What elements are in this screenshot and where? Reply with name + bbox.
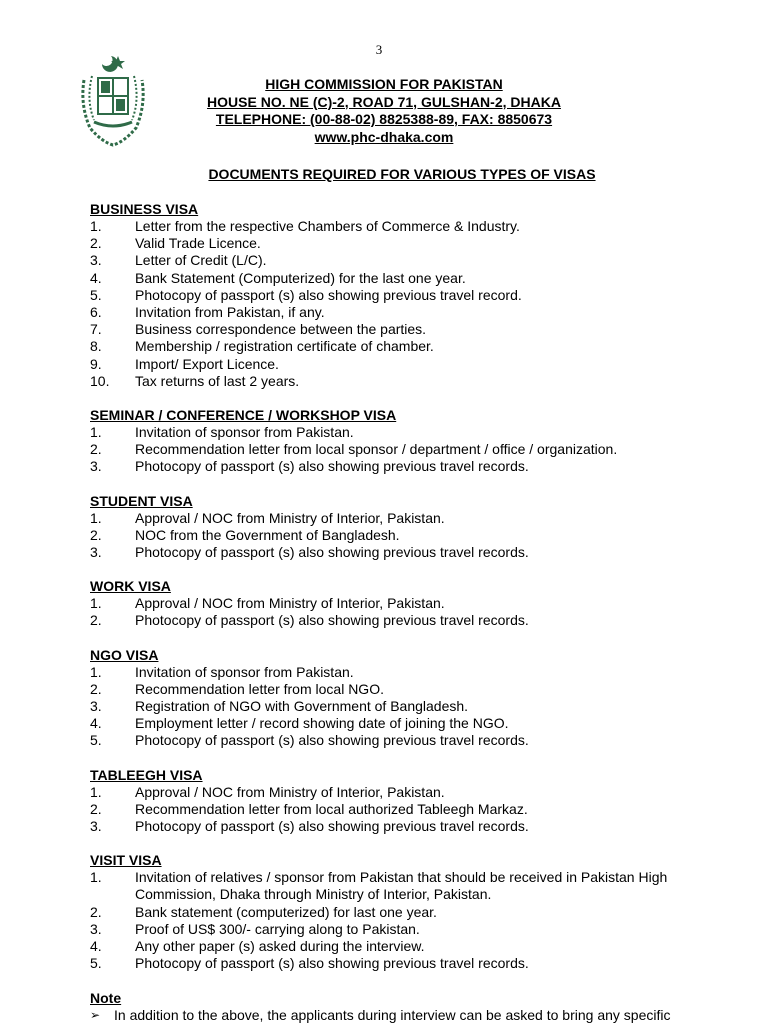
- list-item-text: Letter of Credit (L/C).: [135, 252, 267, 269]
- list-item-text: Photocopy of passport (s) also showing previous travel records.: [135, 732, 529, 749]
- list-item-text: Invitation of relatives / sponsor from Pakistan that should be received in Pakistan High Commission, Dhaka through Ministry of Interior, Pakistan.: [135, 869, 668, 903]
- visa-section: [90, 852, 740, 972]
- list-item: [90, 373, 740, 390]
- list-item: [90, 681, 740, 698]
- list-item-number: 4.: [90, 715, 102, 732]
- page-number: 3: [375, 42, 383, 57]
- section-title: SEMINAR / CONFERENCE / WORKSHOP VISA: [90, 407, 397, 424]
- section-title: TABLEEGH VISA: [90, 766, 203, 783]
- list-item-number: 9.: [90, 355, 102, 372]
- list-item-text: Any other paper (s) asked during the interview.: [135, 938, 425, 955]
- list-item-text: Photocopy of passport (s) also showing previous travel records.: [135, 458, 529, 475]
- list-item: [90, 715, 740, 732]
- list-item-number: 5.: [90, 732, 102, 749]
- list-item-number: 4.: [90, 938, 102, 955]
- list-item-text: Invitation of sponsor from Pakistan.: [135, 663, 354, 680]
- note-title: Note: [90, 989, 122, 1006]
- list-item-number: 3.: [90, 252, 102, 269]
- list-item-number: 1.: [90, 783, 102, 800]
- list-item-number: 8.: [90, 338, 102, 355]
- visa-section: [90, 578, 740, 629]
- list-item: [90, 818, 740, 835]
- list-item: [90, 869, 740, 903]
- list-item-number: 1.: [90, 869, 102, 886]
- note-section: [90, 990, 740, 1024]
- list-item-text: Valid Trade Licence.: [135, 235, 261, 252]
- letterhead-website-link[interactable]: www.phc-dhaka.com: [314, 128, 454, 145]
- list-item-text: Proof of US$ 300/- carrying along to Pakistan.: [135, 920, 420, 937]
- list-item-number: 2.: [90, 680, 102, 697]
- list-item-text: Photocopy of passport (s) also showing previous travel record.: [135, 286, 522, 303]
- note-item: [90, 1007, 740, 1024]
- section-title: NGO VISA: [90, 646, 159, 663]
- list-item-text: Photocopy of passport (s) also showing previous travel records.: [135, 612, 529, 629]
- list-item: [90, 356, 740, 373]
- list-item-number: 2.: [90, 526, 102, 543]
- list-item-text: Approval / NOC from Ministry of Interior, Pakistan.: [135, 783, 445, 800]
- list-item-text: Recommendation letter from local sponsor / department / office / organization.: [135, 441, 618, 458]
- list-item-number: 3.: [90, 458, 102, 475]
- visa-section: [90, 767, 740, 836]
- list-item-number: 1.: [90, 595, 102, 612]
- list-item-text: Tax returns of last 2 years.: [135, 372, 300, 389]
- list-item-text: Bank statement (computerized) for last one year.: [135, 903, 437, 920]
- list-item: [90, 544, 740, 561]
- list-item: [90, 235, 740, 252]
- list-item-number: 2.: [90, 800, 102, 817]
- list-item: [90, 698, 740, 715]
- arrow-bullet-icon: ➢: [90, 1007, 101, 1022]
- section-title: VISIT VISA: [90, 852, 162, 869]
- list-item-number: 5.: [90, 955, 102, 972]
- list-item-text: Photocopy of passport (s) also showing previous travel records.: [135, 955, 529, 972]
- list-item: [90, 595, 740, 612]
- list-item-number: 3.: [90, 544, 102, 561]
- list-item-text: Registration of NGO with Government of Bangladesh.: [135, 698, 469, 715]
- list-item-number: 1.: [90, 424, 102, 441]
- list-item: [90, 304, 740, 321]
- list-item-text: NOC from the Government of Bangladesh.: [135, 526, 400, 543]
- visa-section: [90, 407, 740, 476]
- list-item-number: 3.: [90, 818, 102, 835]
- list-item-text: Photocopy of passport (s) also showing previous travel records.: [135, 544, 529, 561]
- list-item: [90, 664, 740, 681]
- list-item-text: Membership / registration certificate of chamber.: [135, 338, 434, 355]
- list-item-number: 7.: [90, 321, 102, 338]
- list-item: [90, 338, 740, 355]
- list-item-text: Invitation from Pakistan, if any.: [135, 304, 325, 321]
- visa-section: [90, 647, 740, 750]
- visa-section: [90, 493, 740, 562]
- list-item-text: Approval / NOC from Ministry of Interior, Pakistan.: [135, 509, 445, 526]
- list-item: [90, 424, 740, 441]
- list-item-number: 10.: [90, 372, 110, 389]
- list-item: [90, 287, 740, 304]
- list-item-number: 1.: [90, 509, 102, 526]
- list-item: [90, 527, 740, 544]
- list-item-text: Invitation of sponsor from Pakistan.: [135, 424, 354, 441]
- list-item-text: Letter from the respective Chambers of Commerce & Industry.: [135, 218, 520, 234]
- list-item-text: Approval / NOC from Ministry of Interior, Pakistan.: [135, 595, 445, 612]
- list-item-text: Employment letter / record showing date of joining the NGO.: [135, 715, 509, 732]
- list-item-text: Import/ Export Licence.: [135, 355, 279, 372]
- list-item-number: 2.: [90, 612, 102, 629]
- section-title: STUDENT VISA: [90, 492, 193, 509]
- document-title: DOCUMENTS REQUIRED FOR VARIOUS TYPES OF VISAS: [208, 166, 596, 182]
- list-item: [90, 938, 740, 955]
- list-item-number: 2.: [90, 235, 102, 252]
- list-item: [90, 321, 740, 338]
- section-title: BUSINESS VISA: [90, 201, 199, 217]
- list-item: [90, 955, 740, 972]
- list-item: [90, 801, 740, 818]
- list-item-text: Bank Statement (Computerized) for the last one year.: [135, 269, 466, 286]
- list-item: [90, 904, 740, 921]
- letterhead-organization: HIGH COMMISSION FOR PAKISTAN: [265, 76, 503, 92]
- section-title: WORK VISA: [90, 578, 171, 595]
- list-item: [90, 218, 740, 235]
- list-item-number: 2.: [90, 441, 102, 458]
- note-text: In addition to the above, the applicants during interview can be asked to bring any specific: [114, 1006, 671, 1023]
- list-item: [90, 732, 740, 749]
- list-item: [90, 458, 740, 475]
- letterhead-telephone: TELEPHONE: (00-88-02) 8825388-89, FAX: 8850673: [215, 111, 553, 127]
- list-item: [90, 270, 740, 287]
- list-item: [90, 510, 740, 527]
- list-item-number: 1.: [90, 663, 102, 680]
- document-body: [90, 201, 740, 1024]
- list-item-number: 3.: [90, 920, 102, 937]
- visa-section: [90, 201, 740, 390]
- list-item-text: Recommendation letter from local NGO.: [135, 680, 384, 697]
- list-item: [90, 921, 740, 938]
- letterhead-address: HOUSE NO. NE (C)-2, ROAD 71, GULSHAN-2, DHAKA: [207, 93, 561, 110]
- list-item: [90, 612, 740, 629]
- list-item-number: 1.: [90, 218, 102, 234]
- list-item-number: 5.: [90, 286, 102, 303]
- list-item-text: Business correspondence between the parties.: [135, 321, 427, 338]
- letterhead: [0, 76, 768, 146]
- list-item-number: 2.: [90, 903, 102, 920]
- list-item-number: 3.: [90, 698, 102, 715]
- list-item-number: 4.: [90, 269, 102, 286]
- list-item: [90, 441, 740, 458]
- list-item-text: Recommendation letter from local authorized Tableegh Markaz.: [135, 800, 528, 817]
- list-item: [90, 784, 740, 801]
- list-item-text: Photocopy of passport (s) also showing previous travel records.: [135, 818, 529, 835]
- list-item-number: 6.: [90, 304, 102, 321]
- list-item: [90, 252, 740, 269]
